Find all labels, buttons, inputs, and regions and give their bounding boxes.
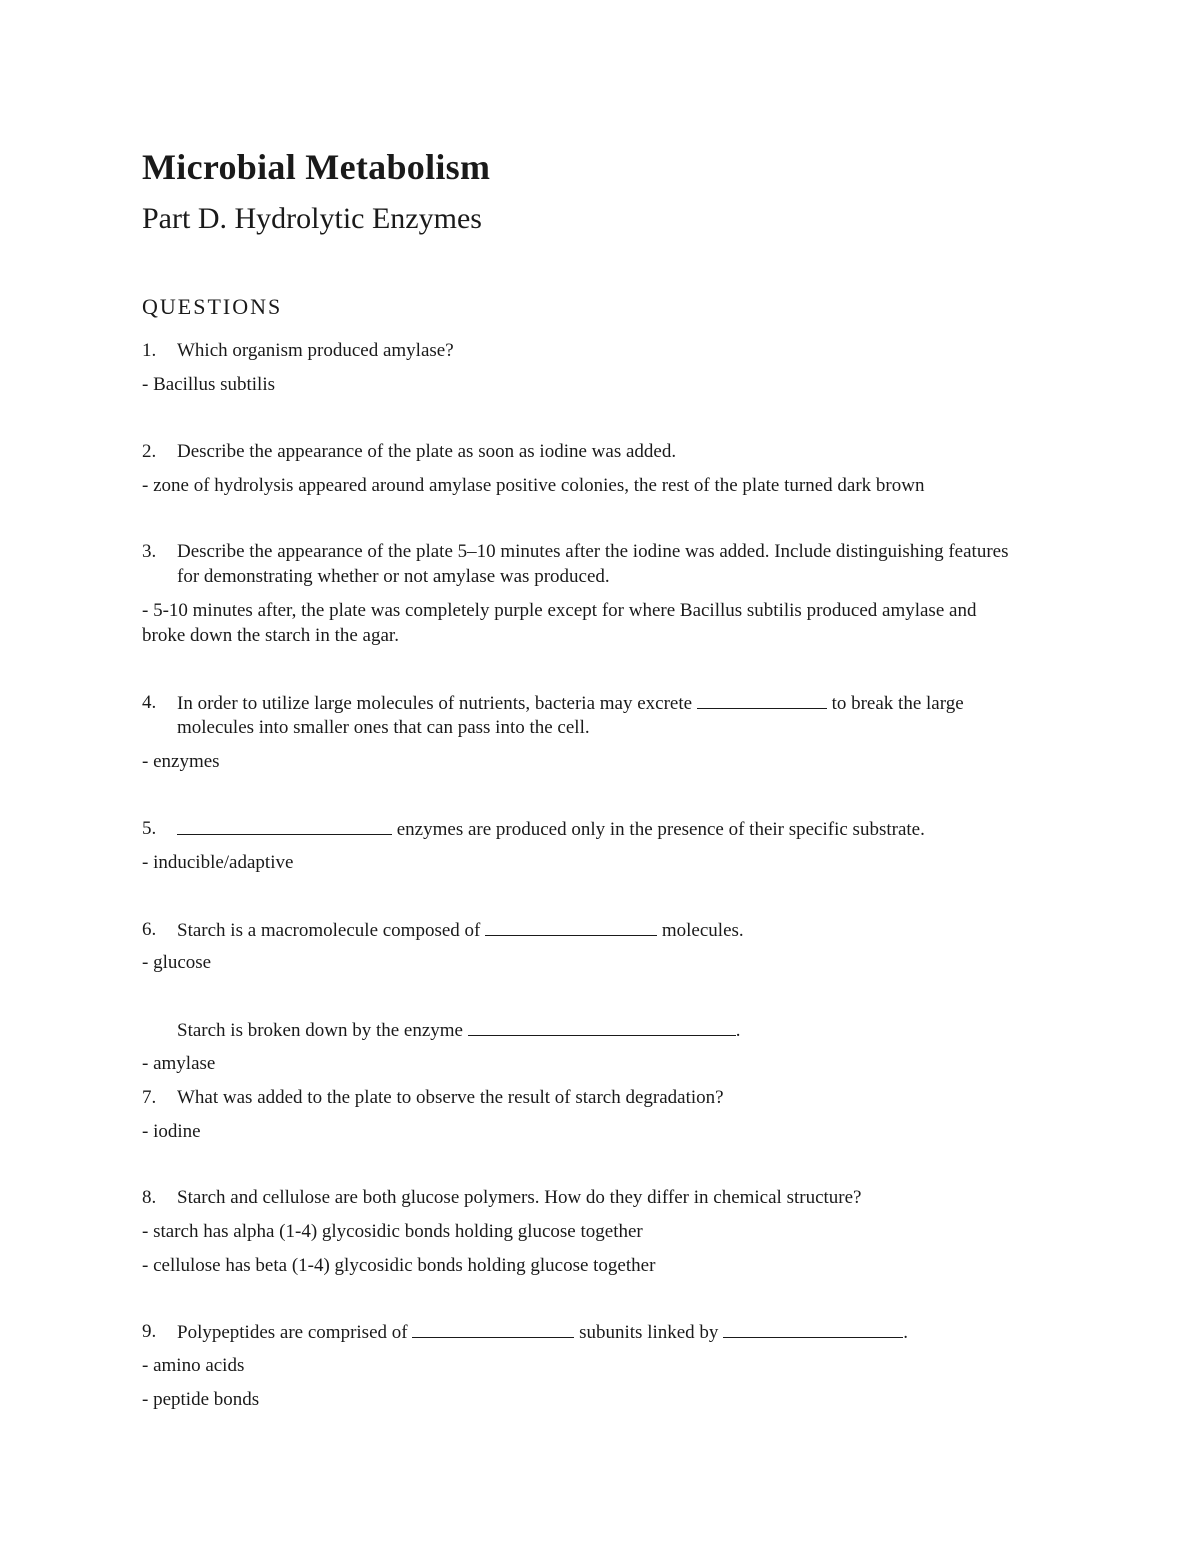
answer-text: - iodine	[142, 1121, 201, 1142]
question-number: 3.	[142, 541, 157, 562]
question-text-line-1	[177, 690, 964, 717]
question-number: 7.	[142, 1087, 157, 1108]
answer-text-line-1: - starch has alpha (1-4) glycosidic bonds holding glucose together	[142, 1221, 643, 1242]
answer-text-secondary: - amylase	[142, 1053, 216, 1074]
question-text-line-2: molecules into smaller ones that can pass into the cell.	[177, 717, 590, 738]
fill-in-blank	[485, 917, 657, 936]
question-text	[177, 1319, 908, 1346]
answer-text: - glucose	[142, 952, 212, 973]
section-heading: QUESTIONS	[142, 294, 283, 319]
question-text-part: .	[735, 1020, 741, 1041]
fill-in-blank	[468, 1017, 736, 1036]
question-text: Describe the appearance of the plate as soon as iodine was added.	[177, 441, 677, 462]
question-number: 9.	[142, 1321, 157, 1342]
question-number: 1.	[142, 340, 157, 361]
answer-text-line-1: - amino acids	[142, 1355, 245, 1376]
fill-in-blank	[177, 816, 392, 835]
question-text-line-1: Describe the appearance of the plate 5–10 minutes after the iodine was added. Include distinguishing features	[177, 541, 1009, 562]
page-title: Microbial Metabolism	[142, 147, 491, 187]
question-text-part: .	[903, 1322, 908, 1343]
answer-text-line-2: - peptide bonds	[142, 1389, 260, 1410]
fill-in-blank	[723, 1319, 903, 1338]
question-text-part: enzymes are produced only in the presence of their specific substrate.	[396, 819, 925, 840]
question-number: 4.	[142, 692, 157, 713]
fill-in-blank	[412, 1319, 574, 1338]
answer-text-line-1: - 5-10 minutes after, the plate was completely purple except for where Bacillus subtilis produced amylase and	[142, 600, 977, 621]
answer-text: - Bacillus subtilis	[142, 374, 275, 395]
question-text-part: Starch is broken down by the enzyme	[177, 1020, 463, 1041]
question-text-line-2: for demonstrating whether or not amylase was produced.	[177, 566, 610, 587]
question-text: Starch and cellulose are both glucose polymers. How do they differ in chemical structure?	[177, 1187, 862, 1208]
question-number: 5.	[142, 818, 157, 839]
question-number: 2.	[142, 441, 157, 462]
question-text	[177, 816, 925, 843]
answer-text: - enzymes	[142, 751, 220, 772]
answer-text-line-2: - cellulose has beta (1-4) glycosidic bonds holding glucose together	[142, 1255, 656, 1276]
question-text-part: In order to utilize large molecules of nutrients, bacteria may excrete	[177, 693, 693, 714]
question-number: 6.	[142, 919, 157, 940]
question-text-part: subunits linked by	[579, 1322, 719, 1343]
question-text: Which organism produced amylase?	[177, 340, 454, 361]
answer-text: - inducible/adaptive	[142, 852, 294, 873]
page-subtitle: Part D. Hydrolytic Enzymes	[142, 202, 482, 235]
question-text-part: molecules.	[661, 920, 744, 941]
question-text-part: Polypeptides are comprised of	[177, 1322, 408, 1343]
question-text: What was added to the plate to observe the result of starch degradation?	[177, 1087, 724, 1108]
question-text	[177, 917, 744, 944]
answer-text: - zone of hydrolysis appeared around amylase positive colonies, the rest of the plate turned dark brown	[142, 475, 925, 496]
question-text-part: Starch is a macromolecule composed of	[177, 920, 481, 941]
question-text-secondary	[177, 1017, 740, 1044]
fill-in-blank	[697, 690, 827, 709]
answer-text-line-2: broke down the starch in the agar.	[142, 625, 399, 646]
question-number: 8.	[142, 1187, 157, 1208]
question-text-part: to break the large	[831, 693, 964, 714]
